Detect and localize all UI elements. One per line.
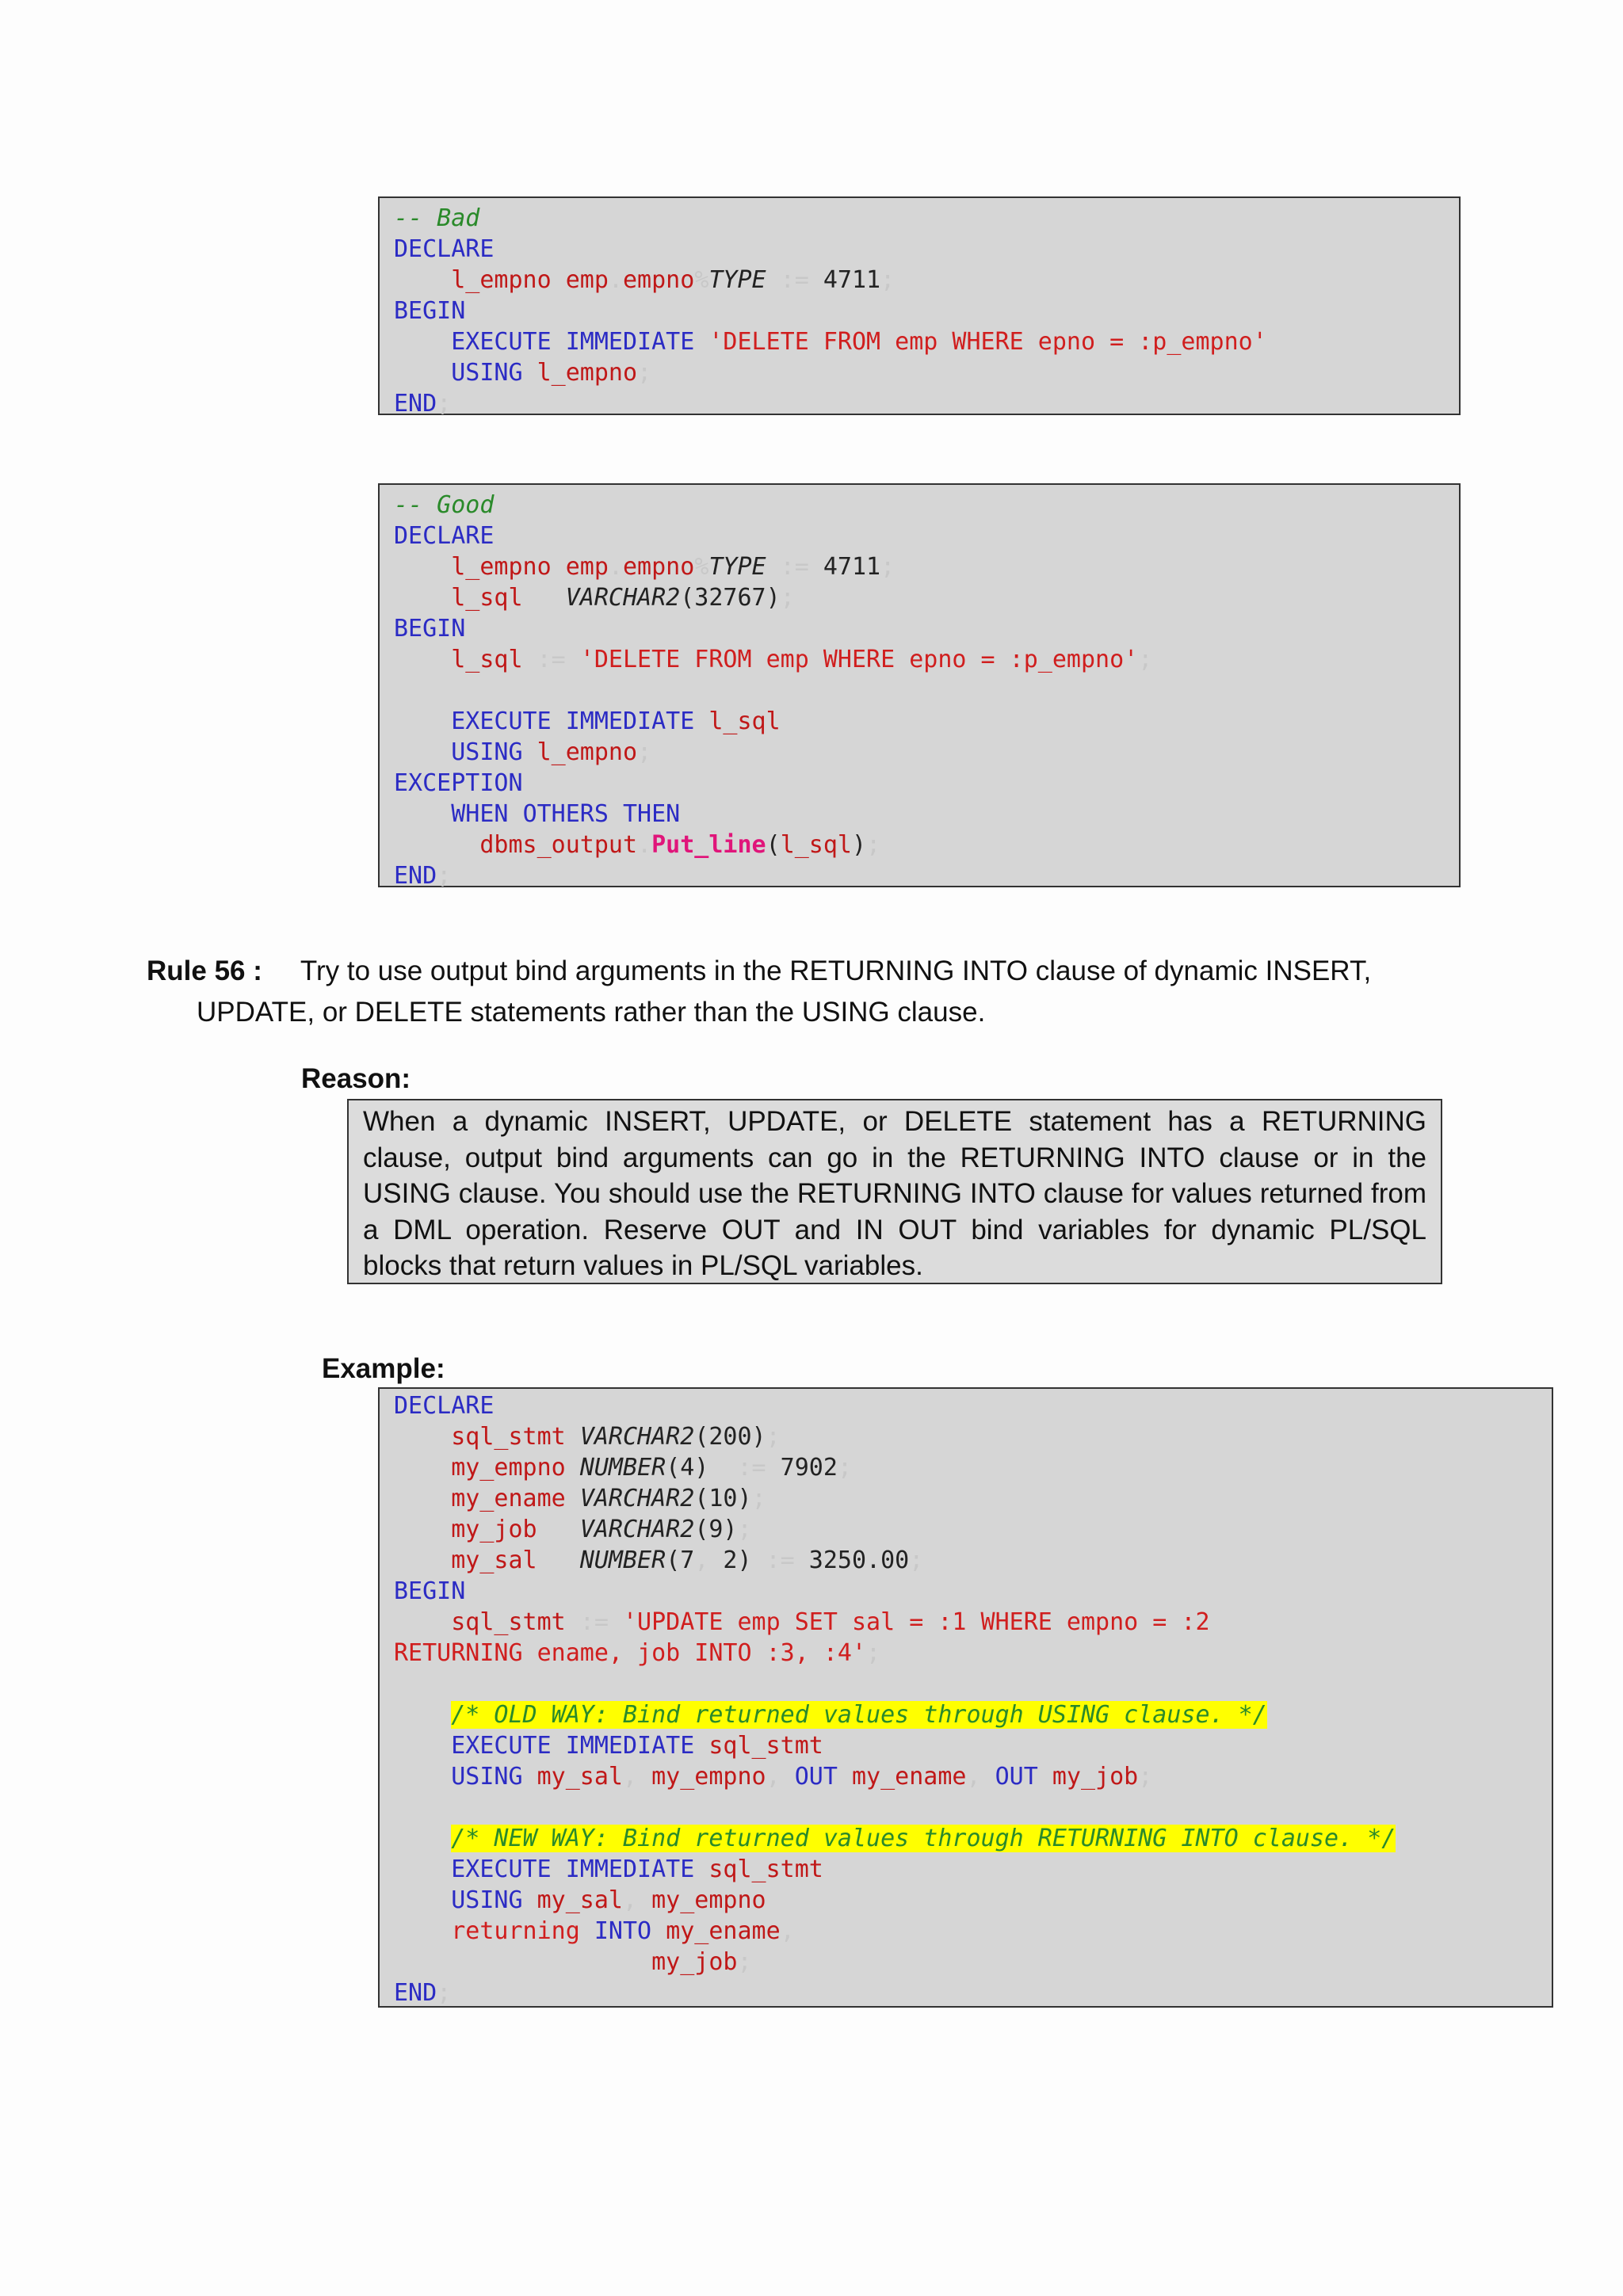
code-token: [523, 359, 537, 387]
code-token: my_sal: [451, 1547, 537, 1574]
code-token: .: [608, 266, 623, 294]
code-token: [552, 1855, 566, 1883]
code-line: [394, 675, 1445, 706]
code-token: [394, 1917, 451, 1945]
code-token: (10): [694, 1485, 752, 1512]
code-token: [394, 1855, 451, 1883]
code-token: (9): [694, 1516, 738, 1543]
code-token: IMMEDIATE: [565, 328, 695, 356]
code-token: ;: [866, 831, 881, 859]
code-token: TYPE: [708, 553, 766, 581]
code-token: l_sql: [451, 584, 523, 612]
code-token: [523, 1886, 537, 1914]
code-token: (: [766, 831, 781, 859]
code-line: [394, 1545, 1537, 1576]
code-token: dbms_output: [479, 831, 638, 859]
code-token: VARCHAR2: [579, 1485, 695, 1512]
code-token: (200): [694, 1423, 766, 1451]
code-line: [394, 551, 1445, 582]
code-token: USING: [451, 1763, 523, 1791]
code-token: ;: [437, 1979, 452, 2007]
code-token: [394, 266, 451, 294]
code-token: -- Bad: [394, 204, 480, 232]
code-token: empno: [623, 553, 695, 581]
code-token: l_empno: [451, 266, 552, 294]
code-token: END: [394, 390, 437, 418]
code-token: my_job: [451, 1516, 537, 1543]
code-token: [637, 1886, 651, 1914]
code-token: [566, 1608, 580, 1636]
code-line: [394, 357, 1445, 388]
code-token: ,: [966, 1763, 981, 1791]
code-token: my_job: [651, 1948, 738, 1976]
code-token: [766, 266, 781, 294]
code-token: ;: [880, 553, 896, 581]
code-token: ;: [880, 266, 896, 294]
code-token: ;: [766, 1423, 781, 1451]
code-token: ,: [780, 1917, 795, 1945]
code-token: sql_stmt: [451, 1423, 566, 1451]
code-token: (4): [666, 1454, 738, 1482]
code-line: [394, 706, 1445, 737]
code-token: IMMEDIATE: [565, 707, 695, 735]
code-token: [580, 1917, 594, 1945]
code-line: [394, 1452, 1537, 1483]
code-token: :=: [537, 646, 566, 673]
code-token: IMMEDIATE: [565, 1732, 695, 1760]
code-token: [394, 1825, 451, 1852]
code-token: my_ename: [451, 1485, 566, 1512]
code-line: [394, 1854, 1537, 1885]
code-token: EXECUTE: [451, 1732, 552, 1760]
code-token: ;: [1138, 646, 1153, 673]
rule-line-1: [147, 951, 1446, 992]
code-token: my_ename: [666, 1917, 781, 1945]
code-line: [394, 1916, 1537, 1947]
code-token: (7: [666, 1547, 695, 1574]
code-token: NUMBER: [579, 1454, 666, 1482]
code-token: sql_stmt: [451, 1608, 566, 1636]
code-token: ): [852, 831, 867, 859]
code-token: [394, 1732, 451, 1760]
code-token: USING: [451, 1886, 523, 1914]
code-line: [394, 1823, 1537, 1854]
code-token: [552, 1732, 566, 1760]
code-token: :=: [579, 1608, 609, 1636]
code-line: [394, 582, 1445, 613]
code-token: [394, 1948, 651, 1976]
code-token: (32767): [680, 584, 781, 612]
code-token: my_ename: [852, 1763, 967, 1791]
code-token: emp: [565, 266, 609, 294]
code-token: [523, 738, 537, 766]
code-line: [394, 1730, 1537, 1761]
code-line: [394, 326, 1445, 357]
code-token: [766, 553, 781, 581]
code-token: [394, 707, 451, 735]
code-token: OUT: [995, 1763, 1038, 1791]
code-token: returning: [451, 1917, 580, 1945]
code-token: NUMBER: [579, 1547, 666, 1574]
code-token: BEGIN: [394, 297, 466, 325]
code-token: [394, 1701, 451, 1729]
code-token: TYPE: [708, 266, 766, 294]
code-block-bad: [378, 196, 1461, 418]
code-line: [394, 388, 1445, 419]
code-token: [394, 1547, 451, 1574]
code-token: [394, 1454, 451, 1482]
code-line: [394, 1576, 1537, 1607]
code-token: [394, 800, 451, 828]
code-token: l_sql: [780, 831, 852, 859]
code-line: [394, 860, 1445, 891]
code-token: [394, 1608, 451, 1636]
code-token: END: [394, 1979, 437, 2007]
code-token: -- Good: [394, 491, 495, 519]
code-token: [394, 1485, 451, 1512]
code-token: [394, 1886, 451, 1914]
code-line: [394, 1638, 1537, 1669]
code-token: .: [608, 553, 623, 581]
code-token: 'UPDATE emp SET sal = :1 WHERE empno = :2: [623, 1608, 1210, 1636]
code-line: [394, 1421, 1537, 1452]
code-line: [394, 296, 1445, 326]
code-line: [394, 1514, 1537, 1545]
code-token: ;: [837, 1454, 852, 1482]
example-heading: Example:: [322, 1353, 445, 1384]
code-token: [694, 1732, 708, 1760]
code-block-good: [378, 483, 1461, 890]
code-token: [537, 1547, 580, 1574]
code-token: EXCEPTION: [394, 769, 523, 797]
code-token: ;: [637, 738, 652, 766]
code-token: 'DELETE FROM emp WHERE epno = :p_empno': [708, 328, 1267, 356]
code-token: OUT: [794, 1763, 838, 1791]
code-token: ;: [437, 390, 452, 418]
code-token: [566, 1485, 580, 1512]
code-token: ;: [909, 1547, 924, 1574]
code-token: my_sal: [537, 1763, 623, 1791]
code-token: 7902: [766, 1454, 838, 1482]
code-token: [394, 1763, 451, 1791]
code-line: [394, 613, 1445, 644]
code-token: BEGIN: [394, 615, 466, 643]
code-token: [394, 646, 451, 673]
code-token: my_empno: [451, 1454, 566, 1482]
code-token: [981, 1763, 995, 1791]
code-token: EXECUTE: [451, 328, 552, 356]
rule-text-line1: Try to use output bind arguments in the RETURNING INTO clause of dynamic INSERT,: [300, 955, 1372, 986]
code-line: [394, 1792, 1537, 1823]
code-token: INTO: [594, 1917, 652, 1945]
code-token: 3250.00: [794, 1547, 910, 1574]
code-token: [394, 738, 451, 766]
code-token: EXECUTE: [451, 1855, 552, 1883]
code-token: .: [637, 831, 652, 859]
code-token: emp: [565, 553, 609, 581]
reason-box: When a dynamic INSERT, UPDATE, or DELETE statement has a RETURNING clause, output bind arguments can go in the RETURNING INTO clause or in the USING clause. You should use the RETURNING INTO clause for values returned from a DML operation. Reserve OUT and IN OUT bind variables for dynamic PL/SQL blocks that return values in PL/SQL variables.: [347, 1099, 1442, 1284]
code-token: BEGIN: [394, 1577, 466, 1605]
code-token: sql_stmt: [708, 1732, 823, 1760]
code-token: [552, 328, 566, 356]
code-token: [394, 328, 451, 356]
code-token: [552, 266, 566, 294]
code-token: ;: [437, 862, 452, 890]
code-token: VARCHAR2: [579, 1423, 695, 1451]
code-token: [781, 1763, 795, 1791]
code-token: [838, 1763, 852, 1791]
code-token: [566, 1454, 580, 1482]
code-token: ;: [737, 1948, 752, 1976]
code-token: /* NEW WAY: Bind returned values through RETURNING INTO clause. */: [451, 1825, 1396, 1852]
code-token: :=: [737, 1454, 766, 1482]
code-token: USING: [451, 359, 523, 387]
code-token: my_sal: [537, 1886, 623, 1914]
code-line: [394, 1483, 1537, 1514]
code-token: sql_stmt: [708, 1855, 823, 1883]
code-token: [609, 800, 623, 828]
code-token: USING: [451, 738, 523, 766]
code-line: [394, 1669, 1537, 1699]
code-token: 4711: [808, 553, 881, 581]
code-line: [394, 1947, 1537, 1978]
code-token: [523, 646, 537, 673]
code-token: [566, 1423, 580, 1451]
code-token: /* OLD WAY: Bind returned values through USING clause. */: [451, 1701, 1267, 1729]
code-line: [394, 203, 1445, 234]
code-token: l_empno: [537, 359, 638, 387]
code-token: ;: [1138, 1763, 1153, 1791]
code-token: ,: [766, 1763, 781, 1791]
code-line: [394, 234, 1445, 265]
code-token: [394, 584, 451, 612]
code-line: [394, 768, 1445, 799]
code-token: END: [394, 862, 437, 890]
code-token: %: [694, 266, 709, 294]
code-token: l_sql: [708, 707, 781, 735]
code-token: [566, 646, 580, 673]
code-token: RETURNING ename, job INTO :3, :4': [394, 1639, 867, 1667]
code-token: [552, 553, 566, 581]
code-token: ;: [780, 584, 795, 612]
code-token: [651, 1917, 666, 1945]
code-line: [394, 490, 1445, 521]
code-line: [394, 737, 1445, 768]
reason-heading: Reason:: [301, 1063, 411, 1094]
code-token: Put_line: [651, 831, 766, 859]
code-token: [609, 1608, 623, 1636]
code-token: IMMEDIATE: [565, 1855, 695, 1883]
code-token: VARCHAR2: [579, 1516, 695, 1543]
code-line: [394, 830, 1445, 860]
code-token: :=: [780, 553, 809, 581]
code-line: [394, 644, 1445, 675]
code-line: [394, 1978, 1537, 2008]
code-token: [509, 800, 523, 828]
code-token: [694, 707, 708, 735]
code-token: [637, 1763, 651, 1791]
code-token: [537, 1516, 580, 1543]
code-token: [394, 1423, 451, 1451]
code-line: [394, 521, 1445, 551]
code-token: EXECUTE: [451, 707, 552, 735]
code-token: ,: [623, 1886, 638, 1914]
code-token: [1038, 1763, 1052, 1791]
code-token: ;: [751, 1485, 766, 1512]
code-line: [394, 1390, 1537, 1421]
code-token: [552, 707, 566, 735]
code-token: [394, 553, 451, 581]
code-token: ;: [637, 359, 652, 387]
code-token: [694, 1855, 708, 1883]
code-line: [394, 1699, 1537, 1730]
code-token: DECLARE: [394, 235, 495, 263]
code-token: [394, 831, 479, 859]
code-token: 'DELETE FROM emp WHERE epno = :p_empno': [579, 646, 1139, 673]
code-line: [394, 265, 1445, 296]
code-token: THEN: [623, 800, 681, 828]
code-token: OTHERS: [522, 800, 609, 828]
code-token: ;: [737, 1516, 752, 1543]
code-token: ;: [866, 1639, 881, 1667]
rule-label: Rule 56 :: [147, 955, 262, 986]
code-token: [523, 1763, 537, 1791]
rule-text-line2: UPDATE, or DELETE statements rather than the USING clause.: [197, 997, 986, 1028]
code-block-example: [378, 1387, 1553, 2008]
code-token: my_job: [1052, 1763, 1139, 1791]
code-token: ,: [623, 1763, 638, 1791]
code-token: [523, 584, 566, 612]
code-line: [394, 1761, 1537, 1792]
rule-56: [147, 951, 1446, 1033]
code-token: [694, 328, 708, 356]
code-token: l_empno: [537, 738, 638, 766]
code-token: VARCHAR2: [565, 584, 681, 612]
code-token: 2): [708, 1547, 766, 1574]
code-token: empno: [623, 266, 695, 294]
code-line: [394, 1607, 1537, 1638]
code-token: %: [694, 553, 709, 581]
code-token: :=: [780, 266, 809, 294]
code-token: [394, 359, 451, 387]
code-token: DECLARE: [394, 1392, 495, 1420]
code-token: 4711: [808, 266, 881, 294]
code-token: :=: [766, 1547, 795, 1574]
code-token: l_empno: [451, 553, 552, 581]
code-line: [394, 1885, 1537, 1916]
code-token: l_sql: [451, 646, 523, 673]
code-token: my_empno: [651, 1886, 766, 1914]
code-token: ,: [694, 1547, 709, 1574]
code-token: WHEN: [451, 800, 509, 828]
code-token: DECLARE: [394, 522, 495, 550]
code-token: my_empno: [651, 1763, 766, 1791]
code-line: [394, 799, 1445, 830]
code-token: [394, 1516, 451, 1543]
